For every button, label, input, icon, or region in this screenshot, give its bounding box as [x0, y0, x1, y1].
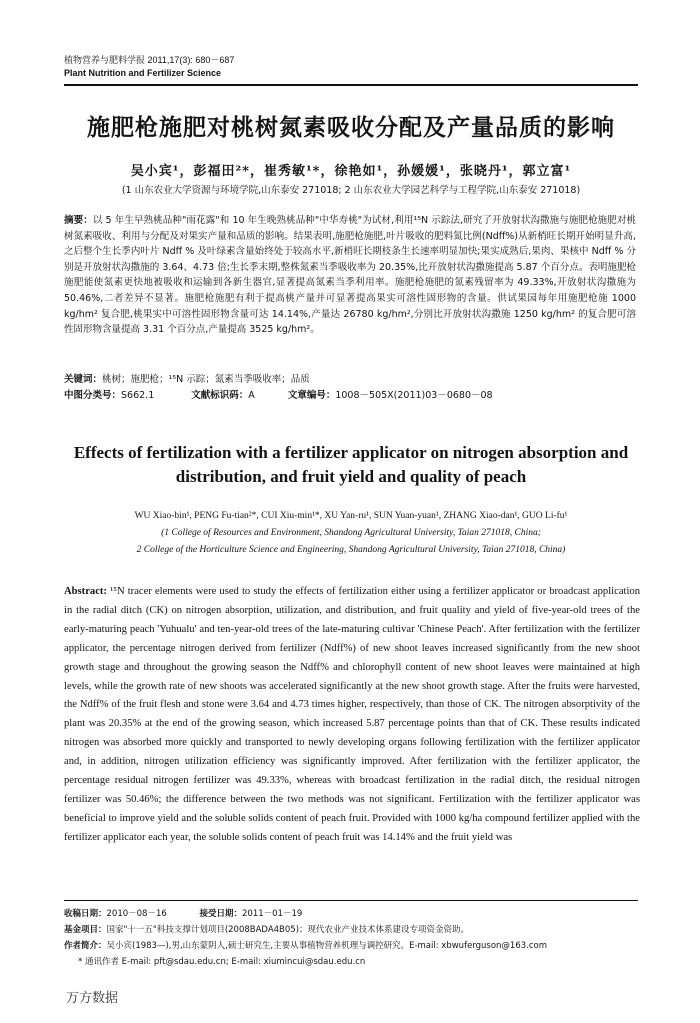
english-title: Effects of fertilization with a fertilizer applicator on nitrogen absorption and distribution, and fruit yield and quality of peach: [73, 443, 629, 486]
footnote-rule: [64, 900, 638, 901]
clc-value: S662.1: [121, 390, 155, 401]
received-value: 2010－08－16: [106, 909, 167, 919]
fund-label: 基金项目：: [64, 925, 107, 935]
clc-label: 中图分类号：: [64, 390, 122, 401]
chinese-title: 施肥枪施肥对桃树氮素吸收分配及产量品质的影响: [87, 115, 615, 141]
english-abstract-text: ¹⁵N tracer elements were used to study the effects of fertilization either using a fertilizer applicator or broadcast application in the radial ditch (CK) on nitrogen absorption, utilization, and distribution, and fruit quality and yield of five-year-old trees of the early-maturing peach 'Yuhualu' and ten-year-old trees of the late-maturing cultivar 'Chinese Peach'. After fertilization with the fertilizer applicator, the percentage nitrogen derived from fertilizer (Ndff%) of new shoot leaves increased significantly from the new shoot growth stage and throughout the growing season the Ndff% and chlorophyll content of new shoot leaves were maintained at high levels, while the growth rate of new shoots was accelerated significantly at the new shoot growth stage. After the fruits were harvested, the Ndff% of the fruit flesh and stone were 3.64 and 4.73 times higher, respectively, than those of CK. The nitrogen absorptivity of the plant was 20.35% at the end of the growing season, which increased 5.87 percentage points than that of CK. These results indicated nitrogen was absorbed more quickly and transported to newly developing organs following fertilization with the fertilizer applicator and, in addition, nitrogen utilization efficiency was significantly improved. After fertilization with the fertilizer applicator, the percentage residual nitrogen fertilizer was 49.33%, whereas with broadcast fertilization in the radial ditch, the residual nitrogen fertilizer was 50.46%; the difference between the two methods was not significant. Fertilization with the fertilizer applicator was beneficial to improve yield and the soluble solids content of peach fruit. Provided with 1000 kg/ha compound fertilizer applied with the fertilizer applicator each year, the soluble solids content of peach fruit was 14.14% and the fruit yield was: [64, 586, 640, 843]
doc-code-label: 文献标识码：: [191, 390, 249, 401]
journal-citation-cn: 植物营养与肥料学报 2011,17(3): 680－687: [64, 55, 235, 65]
author-bio-line: [64, 938, 638, 954]
chinese-keywords-label: 关键词：: [64, 374, 103, 385]
english-affiliation-2: 2 College of the Horticulture Science and Engineering, Shandong Agricultural University, Taian 271018, China): [136, 545, 566, 555]
english-abstract: [64, 583, 640, 848]
corresponding-author-line: * 通讯作者 E-mail: pft@sdau.edu.cn; E-mail: xiumincui@sdau.edu.cn: [78, 957, 366, 967]
author-bio-value: 吴小宾(1983—),男,山东蒙阴人,硕士研究生,主要从事植物营养机理与调控研究。E-mail: xbwuferguson@163.com: [106, 941, 548, 951]
article-number-label: 文章编号：: [287, 390, 336, 401]
header-rule: [64, 84, 638, 86]
accepted-value: 2011－01－19: [242, 909, 303, 919]
chinese-abstract: [64, 213, 636, 338]
fund-value: 国家"十一五"科技支撑计划项目(2008BADA4B05)；现代农业产业技术体系建设专项资金资助。: [106, 925, 470, 935]
article-number-value: 1008－505X(2011)03－0680－08: [335, 390, 493, 401]
received-label: 收稿日期：: [64, 909, 107, 919]
fund-line: [64, 922, 638, 938]
chinese-abstract-text: 以 5 年生早熟桃品种"雨花露"和 10 年生晚熟桃品种"中华寿桃"为试材,利用¹⁵N 示踪法,研究了开放射状沟撒施与施肥枪施肥对桃树氮素吸收、利用与分配及对果实产量和品质的影响。结果表明,施肥枪施肥,叶片吸收的肥料氮比例(Ndff%)从新梢旺长期开始明显升高,之后整个生长季内叶片 Ndff % 及叶绿素含量始终处于较高水平,新梢旺长期枝条生长速率明显加快;果实成熟后,果肉、果核中 Ndff % 分别是开放射状沟撒施的 3.64、4.73 倍;生长季末期,整株氮素当季吸收率为 20.35%,比开放射状沟撒施提高 5.87 个百分点。表明施肥枪施肥能使氮素更快地被吸收和运输到各新生器官,显著提高氮素当季利用率。施肥枪施肥的氮素残留率为 49.33%,开放射状沟撒施为 50.46%,二者差异不显著。施肥枪施肥有利于提高桃产量并可显著提高果实可溶性固形物的含量。供试果园每年用施肥枪施 1000 kg/hm² 复合肥,桃果实中可溶性固形物含量可达 14.14%,产量达 26780 kg/hm²,分别比开放射状沟撒施 1250 kg/hm² 的复合肥可溶性固形物含量提高 3.31 个百分点,产量提高 3525 kg/hm²。: [64, 215, 636, 336]
english-abstract-label: Abstract:: [64, 586, 107, 597]
chinese-keywords-text: 桃树；施肥枪；¹⁵N 示踪；氮素当季吸收率；品质: [102, 374, 310, 385]
english-affiliation-1: (1 College of Resources and Environment, Shandong Agricultural University, Taian 271018, China;: [161, 528, 541, 538]
chinese-keywords: [64, 372, 636, 388]
footnotes: [64, 906, 638, 970]
chinese-authors: 吴小宾¹，彭福田²*，崔秀敏¹*，徐艳如¹，孙媛媛¹，张晓丹¹，郭立富¹: [130, 164, 572, 179]
accepted-label: 接受日期：: [199, 909, 242, 919]
dates-line: [64, 906, 638, 922]
english-authors: WU Xiao-bin¹, PENG Fu-tian²*, CUI Xiu-min¹*, XU Yan-ru¹, SUN Yuan-yuan¹, ZHANG Xiao-dan¹, GUO Li-fu¹: [134, 511, 568, 521]
classification-line: [64, 388, 636, 404]
journal-name-en: Plant Nutrition and Fertilizer Science: [64, 68, 222, 78]
chinese-abstract-label: 摘要：: [64, 215, 93, 226]
watermark-text: 万方数据: [66, 991, 119, 1006]
chinese-affiliation: (1 山东农业大学资源与环境学院,山东泰安 271018; 2 山东农业大学园艺科学与工程学院,山东泰安 271018): [121, 185, 581, 196]
doc-code-value: A: [248, 390, 255, 401]
author-bio-label: 作者简介：: [64, 941, 107, 951]
